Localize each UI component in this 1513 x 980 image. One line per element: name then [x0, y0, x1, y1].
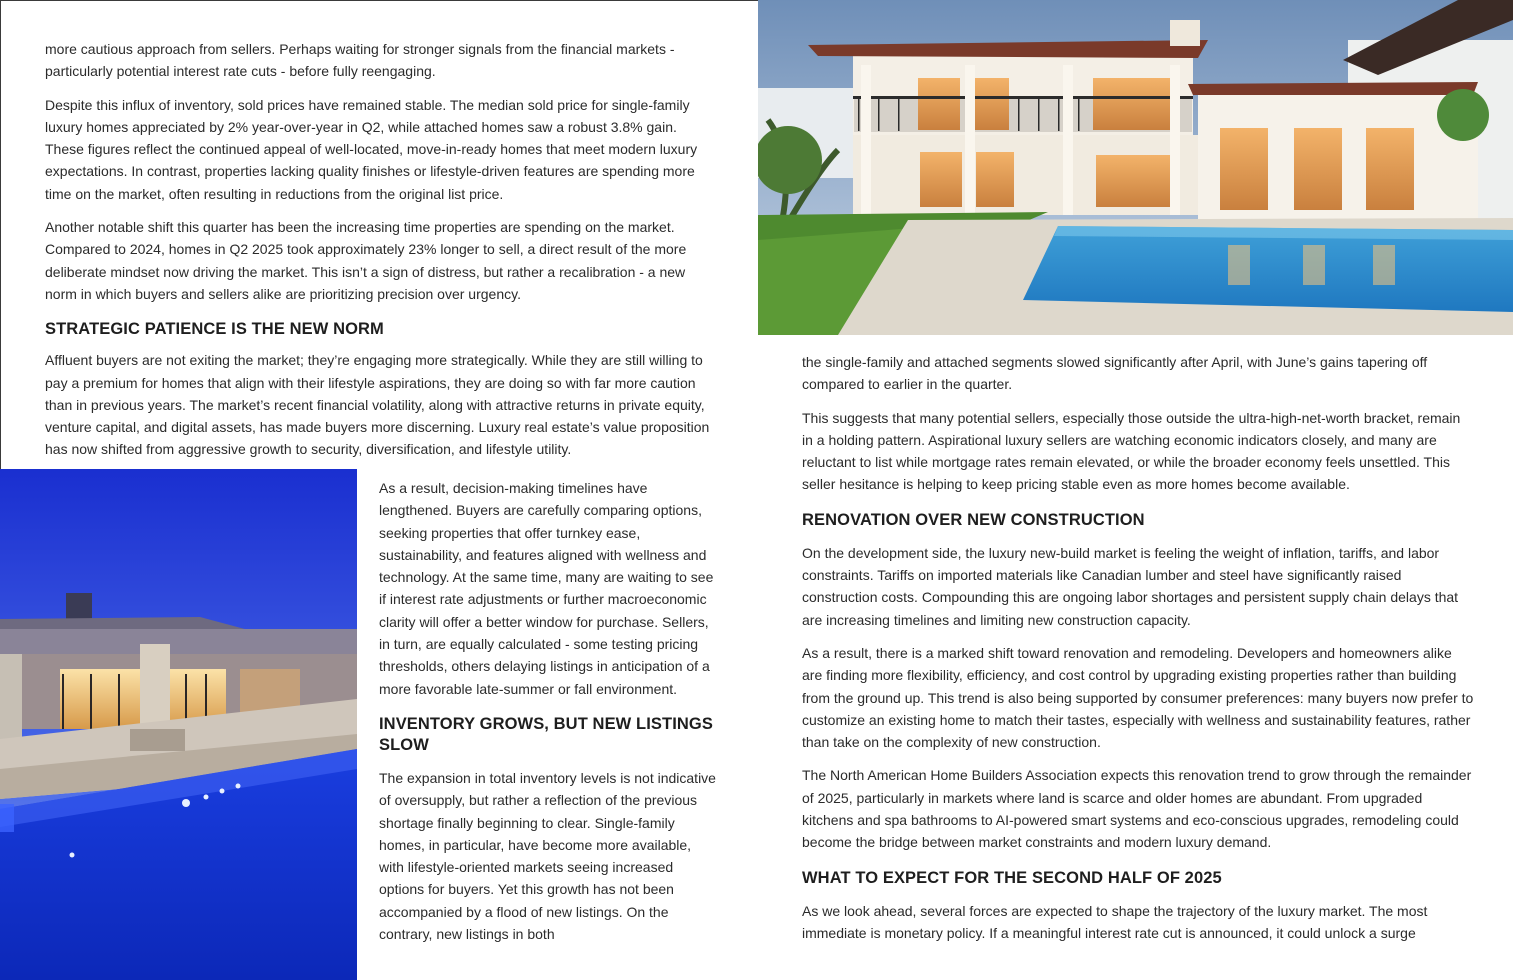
section-heading: WHAT TO EXPECT FOR THE SECOND HALF OF 2025 [802, 868, 1222, 887]
paragraph: The expansion in total inventory levels is not indicative of oversupply, but rather a reflection of the previous shortage finally beginning to clear. Single-family homes, in particular, have become more available, with lifestyle-oriented markets seeing increased options for buyers. Yet this growth has not been accompanied by a flood of new listings. On the contrary, new listings in both [379, 769, 716, 943]
paragraph: more cautious approach from sellers. Perhaps waiting for stronger signals from the financial markets - particularly potential interest rate cuts - before fully reengaging. [45, 41, 675, 80]
section-heading: RENOVATION OVER NEW CONSTRUCTION [802, 510, 1145, 529]
paragraph: As we look ahead, several forces are expected to shape the trajectory of the luxury market. The most immediate is monetary policy. If a meaningful interest rate cut is announced, it could unlock a surge [802, 902, 1428, 941]
page-border-top [0, 0, 758, 1]
paragraph: The North American Home Builders Association expects this renovation trend to grow through the remainder of 2025, particularly in markets where land is scarce and older homes are abundant. From upgraded kitchens and spa bathrooms to AI-powered smart systems and eco-conscious upgrades, remodeling could become the bridge between market constraints and modern luxury demand. [802, 767, 1472, 851]
paragraph: This suggests that many potential sellers, especially those outside the ultra-high-net-worth bracket, remain in a holding pattern. Aspirational luxury sellers are watching economic indicators closely, and many are reluctant to list while mortgage rates remain elevated, or while the broader economy feels unsettled. This seller hesitance is helping to keep pricing stable even as more homes become available. [802, 409, 1461, 493]
left-column-top [45, 38, 717, 472]
section-heading: STRATEGIC PATIENCE IS THE NEW NORM [45, 320, 384, 339]
section-heading: INVENTORY GROWS, BUT NEW LISTINGS SLOW [379, 714, 713, 754]
paragraph: Affluent buyers are not exiting the market; they’re engaging more strategically. While they are still willing to pay a premium for homes that align with their lifestyle aspirations, they are doing so with far more caution than in previous years. The market’s recent financial volatility, along with attractive returns in private equity, venture capital, and digital assets, has made buyers more discerning. Luxury real estate’s value proposition has now shifted from aggressive growth to security, diversification, and lifestyle utility. [45, 352, 710, 458]
paragraph: Another notable shift this quarter has been the increasing time properties are spending on the market. Compared to 2024, homes in Q2 2025 took approximately 23% longer to sell, a direct result of the more deliberate mindset now driving the market. This isn’t a sign of distress, but rather a recalibration - a new norm in which buyers and sellers alike are prioritizing precision over urgency. [45, 219, 687, 302]
paragraph: the single-family and attached segments slowed significantly after April, with June’s gains tapering off compared to earlier in the quarter. [802, 354, 1428, 393]
right-column [802, 351, 1474, 955]
page-border-left [0, 0, 1, 470]
paragraph: As a result, decision-making timelines have lengthened. Buyers are carefully comparing options, seeking properties that offer turnkey ease, sustainability, and features aligned with wellness and technology. At the same time, many are waiting to see if interest rate adjustments or further macroeconomic clarity will offer a better window for purchase. Sellers, in turn, are equally calculated - some testing pricing thresholds, others delaying listings in anticipation of a more favorable late-summer or fall environment. [379, 480, 714, 697]
paragraph: On the development side, the luxury new-build market is feeling the weight of inflation, tariffs, and labor constraints. Tariffs on imported materials like Canadian lumber and steel have significantly raised construction costs. Compounding this are ongoing labor shortages and persistent supply chain delays that are increasing timelines and limiting new construction capacity. [802, 544, 1459, 628]
paragraph: Despite this influx of inventory, sold prices have remained stable. The median sold price for single-family luxury homes appreciated by 2% year-over-year in Q2, while attached homes saw a robust 3.8% gain. These figures reflect the continued appeal of well-located, move-in-ready homes that meet modern luxury expectations. In contrast, properties lacking quality finishes or lifestyle-driven features are spending more time on the market, often resulting in reductions from the original list price. [45, 96, 698, 202]
left-column-bottom [379, 477, 717, 956]
paragraph: As a result, there is a marked shift toward renovation and remodeling. Developers and homeowners alike are finding more flexibility, efficiency, and cost control by upgrading existing properties rather than building from the ground up. This trend is also being supported by consumer preferences: many buyers now prefer to customize an existing home to match their tastes, especially with wellness and sustainability features, rather than take on the complexity of new construction. [802, 644, 1474, 751]
villa-pool-photo [758, 0, 1513, 335]
dusk-pool-house-photo [0, 469, 357, 980]
